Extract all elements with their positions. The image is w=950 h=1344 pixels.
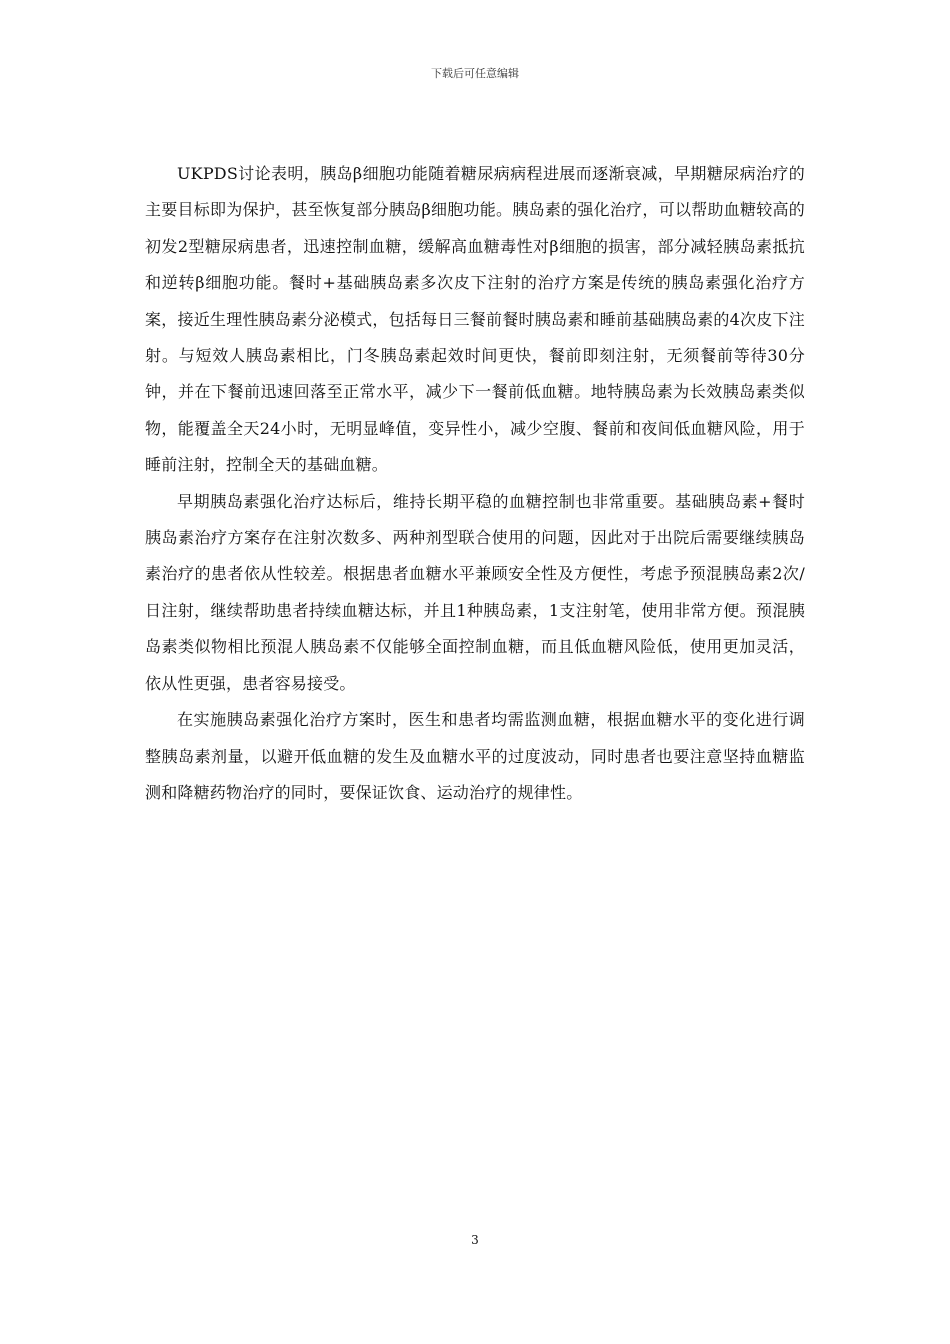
page-number: 3 [471,1233,479,1247]
paragraph-insulin-intensive-therapy: UKPDS讨论表明，胰岛β细胞功能随着糖尿病病程进展而逐渐衰减，早期糖尿病治疗的主要目标即为保护，甚至恢复部分胰岛β细胞功能。胰岛素的强化治疗，可以帮助血糖较高的初发2型糖尿病患者，迅速控制血糖，缓解高血糖毒性对β细胞的损害，部分减轻胰岛素抵抗和逆转β细胞功能。餐时+基础胰岛素多次皮下注射的治疗方案是传统的胰岛素强化治疗方案，接近生理性胰岛素分泌模式，包括每日三餐前餐时胰岛素和睡前基础胰岛素的4次皮下注射。与短效人胰岛素相比，门冬胰岛素起效时间更快，餐前即刻注射，无须餐前等待30分钟，并在下餐前迅速回落至正常水平，减少下一餐前低血糖。地特胰岛素为长效胰岛素类似物，能覆盖全天24小时，无明显峰值，变异性小，减少空腹、餐前和夜间低血糖风险，用于睡前注射，控制全天的基础血糖。 [145,164,805,475]
page-header: 下载后可任意编辑 [431,67,519,80]
document-body [145,156,805,811]
paragraph-long-term-control: 早期胰岛素强化治疗达标后，维持长期平稳的血糖控制也非常重要。基础胰岛素+餐时胰岛素治疗方案存在注射次数多、两种剂型联合使用的问题，因此对于出院后需要继续胰岛素治疗的患者依从性较差。根据患者血糖水平兼顾安全性及方便性，考虑予预混胰岛素2次/日注射，继续帮助患者持续血糖达标，并且1种胰岛素，1支注射笔，使用非常方便。预混胰岛素类似物相比预混人胰岛素不仅能够全面控制血糖，而且低血糖风险低，使用更加灵活，依从性更强，患者容易接受。 [145,491,805,693]
paragraph-monitoring: 在实施胰岛素强化治疗方案时，医生和患者均需监测血糖，根据血糖水平的变化进行调整胰岛素剂量，以避开低血糖的发生及血糖水平的过度波动，同时患者也要注意坚持血糖监测和降糖药物治疗的同时，要保证饮食、运动治疗的规律性。 [145,710,805,802]
